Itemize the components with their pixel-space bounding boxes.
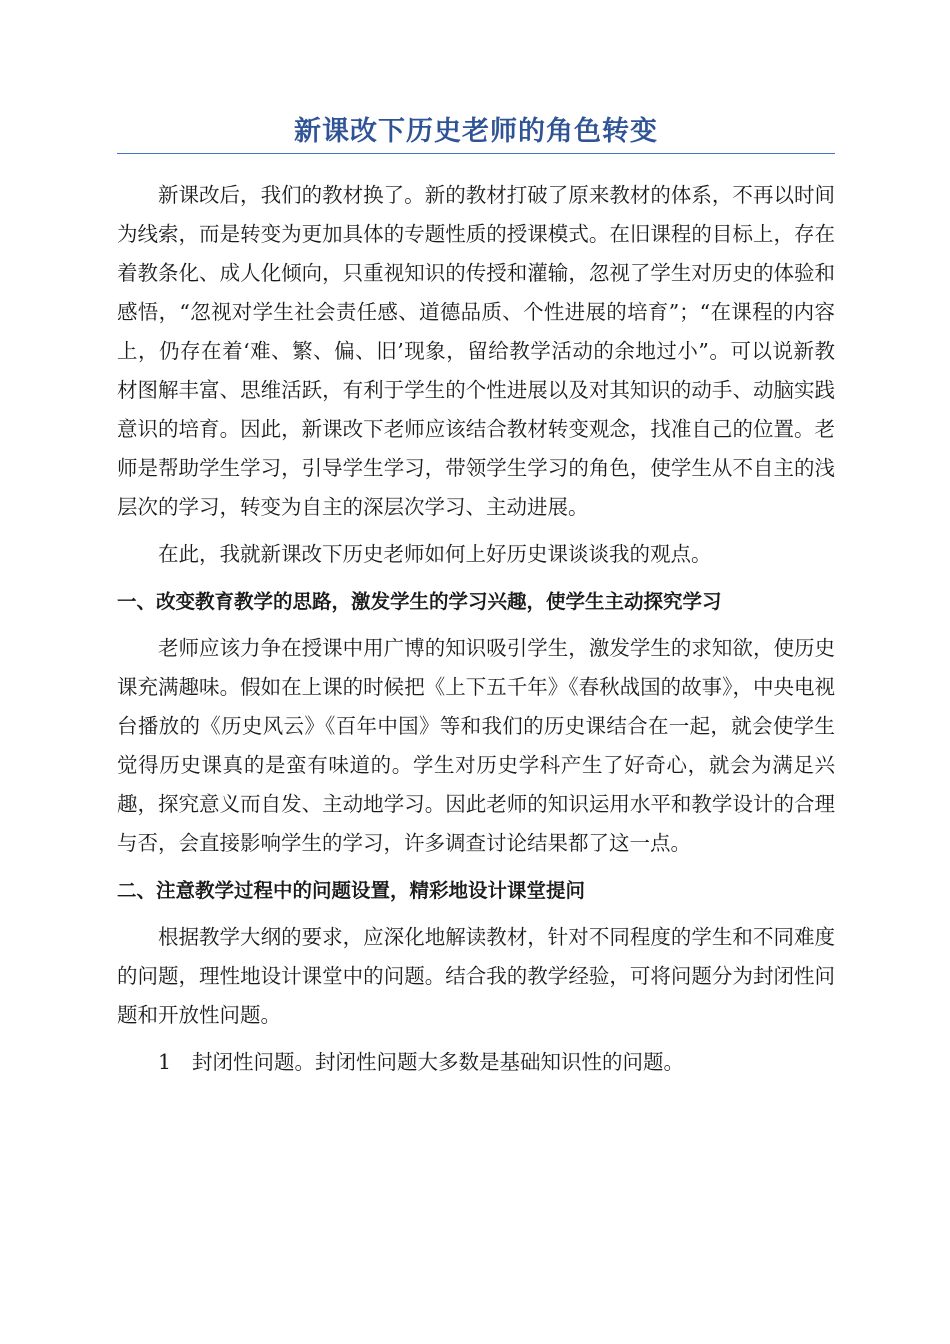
document-page: [117, 112, 835, 1082]
list-item-number: 1: [158, 1050, 172, 1074]
section-2-paragraph: 根据教学大纲的要求，应深化地解读教材，针对不同程度的学生和不同难度的问题，理性地设计课堂中的问题。结合我的教学经验，可将问题分为封闭性问题和开放性问题。: [117, 925, 835, 1027]
list-item: [117, 1043, 835, 1082]
section-1-paragraph: 老师应该力争在授课中用广博的知识吸引学生，激发学生的求知欲，使历史课充满趣味。假如在上课的时候把《上下五千年》《春秋战国的故事》，中央电视台播放的《历史风云》《百年中国》等和我们的历史课结合在一起，就会使学生觉得历史课真的是蛮有味道的。学生对历史学科产生了好奇心，就会为满足兴趣，探究意义而自发、主动地学习。因此老师的知识运用水平和教学设计的合理与否，会直接影响学生的学习，许多调查讨论结果都了这一点。: [117, 636, 835, 855]
intro-paragraph: 新课改后，我们的教材换了。新的教材打破了原来教材的体系，不再以时间为线索，而是转变为更加具体的专题性质的授课模式。在旧课程的目标上，存在着教条化、成人化倾向，只重视知识的传授和灌输，忽视了学生对历史的体验和感悟，“忽视对学生社会责任感、道德品质、个性进展的培育”；“在课程的内容上，仍存在着‘难、繁、偏、旧’现象，留给教学活动的余地过小”。可以说新教材图解丰富、思维活跃，有利于学生的个性进展以及对其知识的动手、动脑实践意识的培育。因此，新课改下老师应该结合教材转变观念，找准自己的位置。老师是帮助学生学习，引导学生学习，带领学生学习的角色，使学生从不自主的浅层次的学习，转变为自主的深层次学习、主动进展。: [117, 183, 835, 519]
document-title: 新课改下历史老师的角色转变: [117, 112, 835, 154]
list-item-text: 封闭性问题。封闭性问题大多数是基础知识性的问题。: [192, 1050, 684, 1074]
intro-statement: 在此，我就新课改下历史老师如何上好历史课谈谈我的观点。: [158, 542, 712, 566]
section-heading-1: 一、改变教育教学的思路，激发学生的学习兴趣，使学生主动探究学习: [117, 590, 722, 613]
section-heading-2: 二、注意教学过程中的问题设置，精彩地设计课堂提问: [117, 879, 586, 902]
